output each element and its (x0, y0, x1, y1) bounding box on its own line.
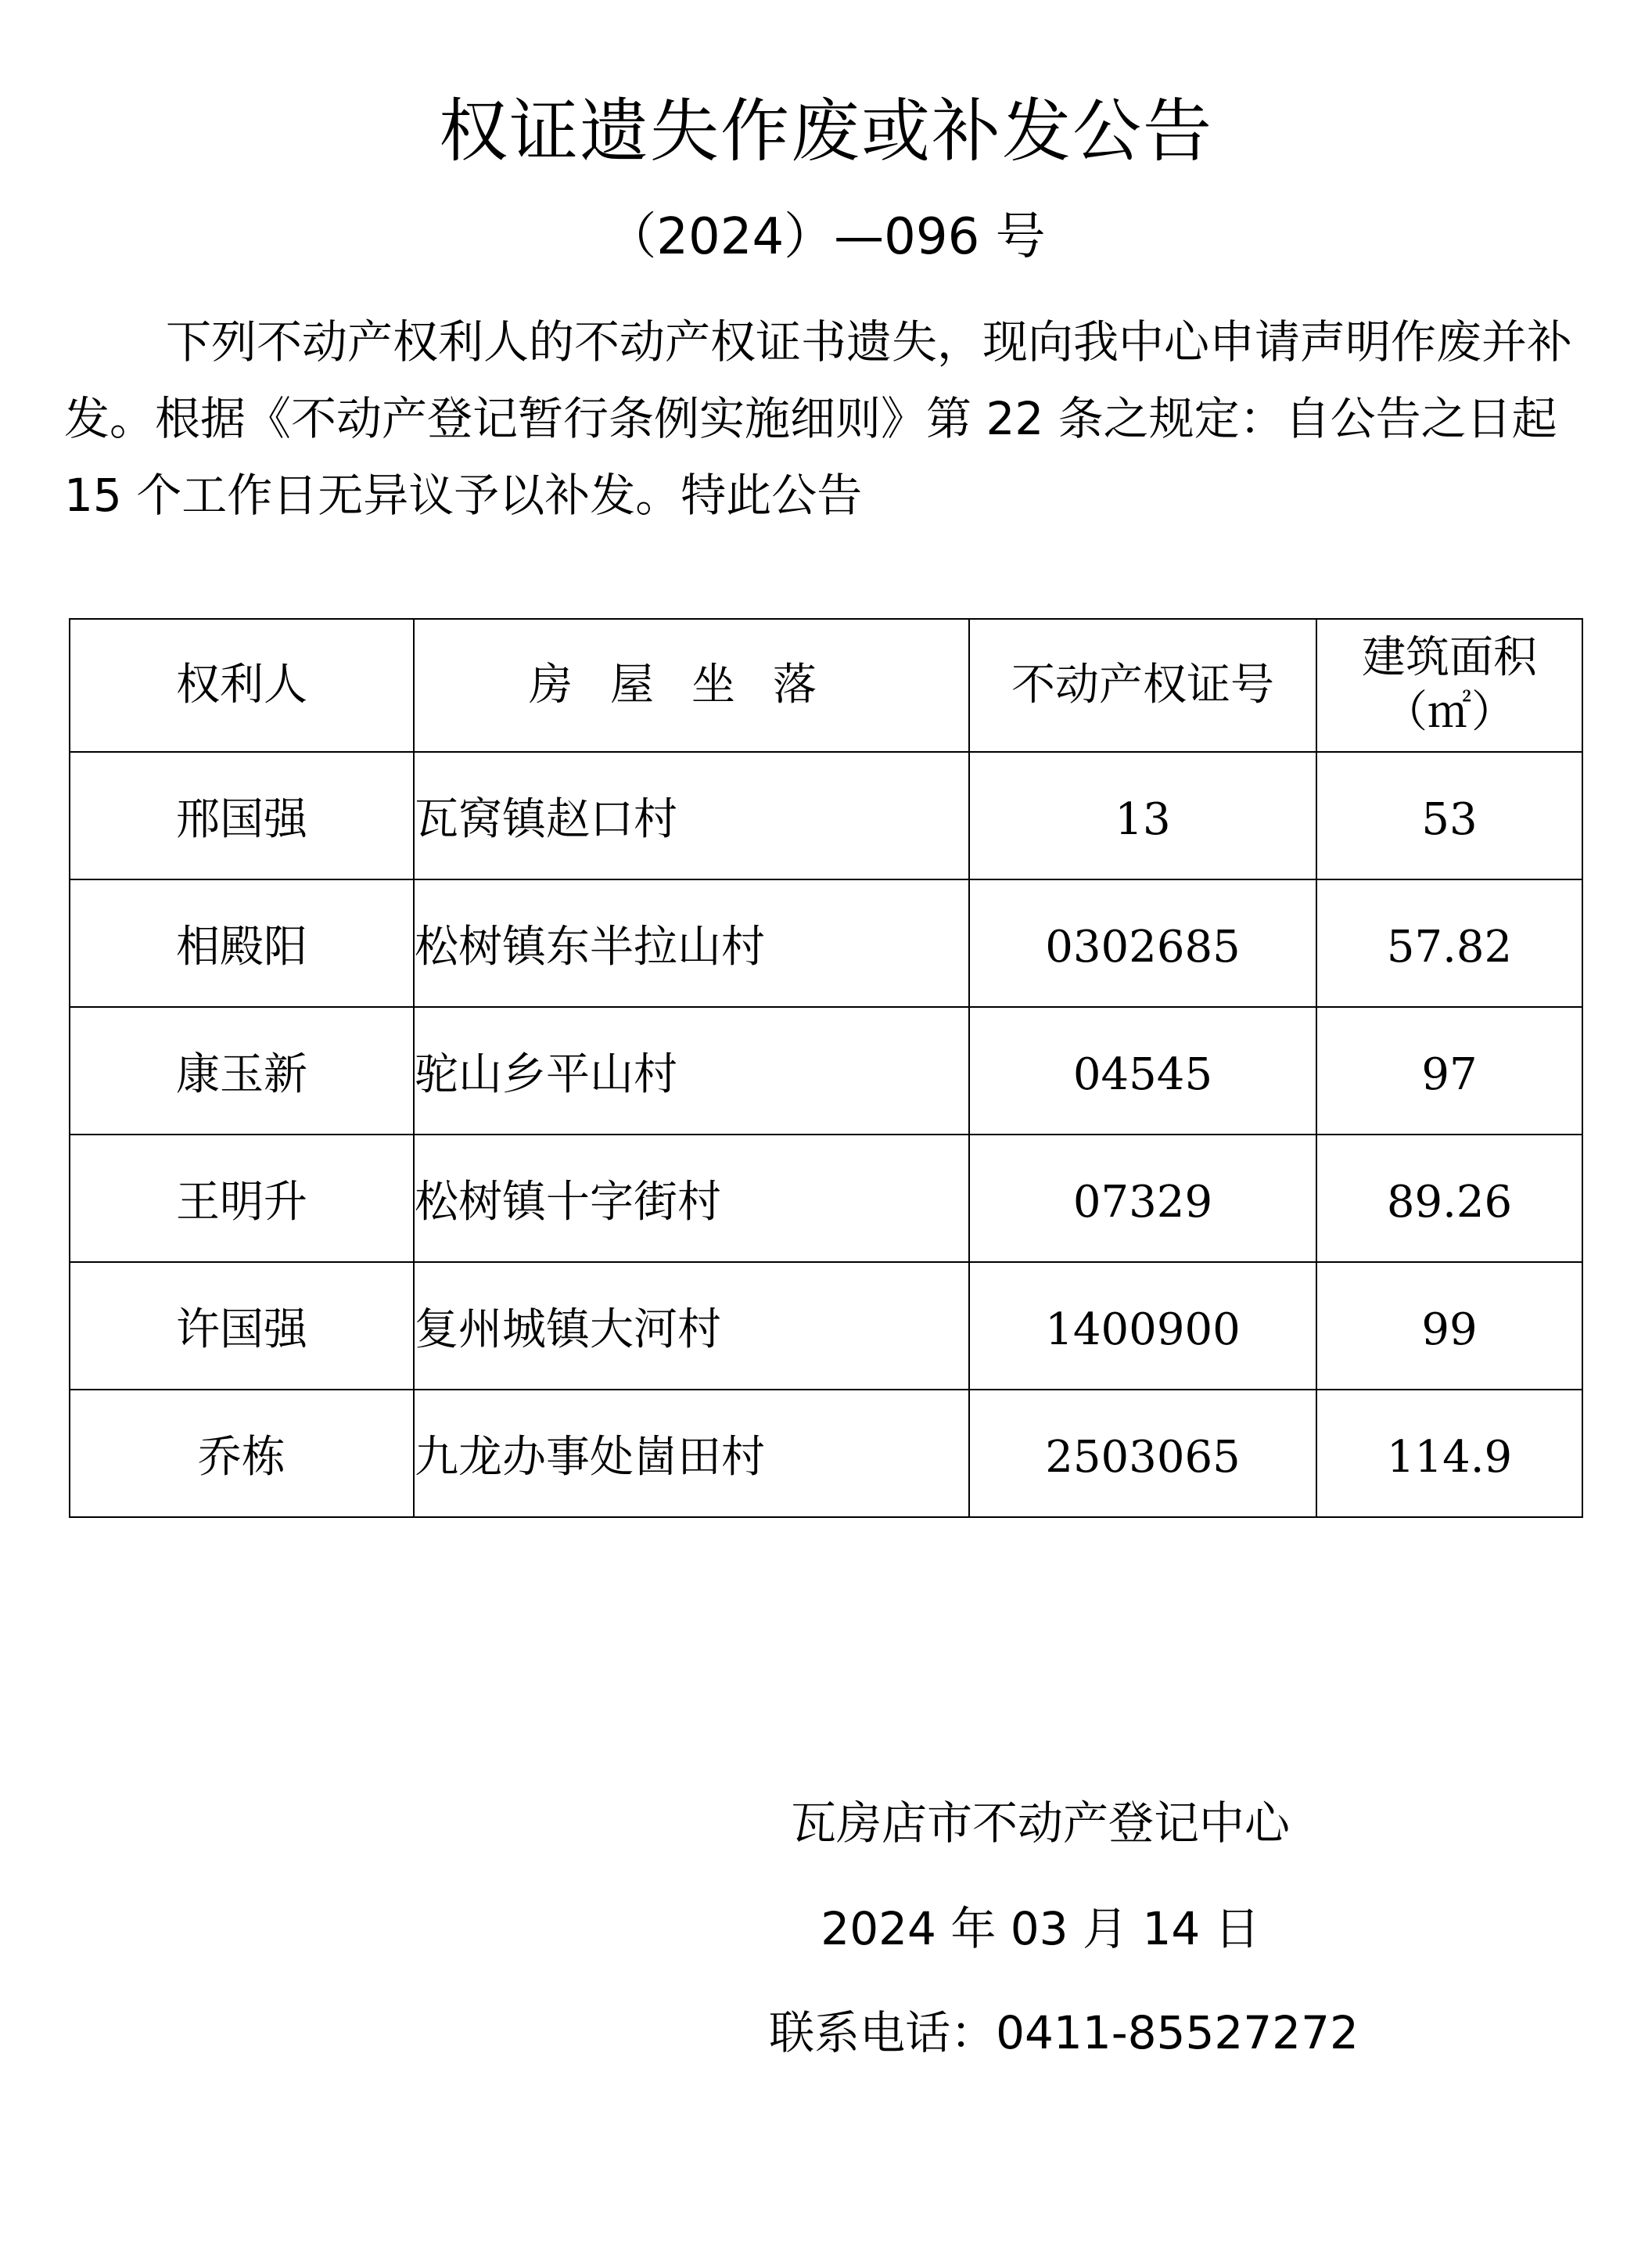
owner-cell: 乔栋 (70, 1390, 414, 1517)
header-area (1316, 619, 1582, 752)
table-row (70, 1135, 1582, 1262)
table-row (70, 879, 1582, 1007)
records-table (69, 618, 1583, 1518)
issuing-organization: 瓦房店市不动产登记中心 (790, 1796, 1290, 1850)
area-cell: 99 (1316, 1262, 1582, 1390)
cert-no-cell: 04545 (969, 1007, 1316, 1135)
table-row (70, 1262, 1582, 1390)
owner-cell: 相殿阳 (70, 879, 414, 1007)
cert-no-cell: 0302685 (969, 879, 1316, 1007)
location-cell: 复州城镇大河村 (414, 1262, 969, 1390)
location-cell: 瓦窝镇赵口村 (414, 752, 969, 879)
header-area-unit: （㎡） (1384, 687, 1515, 738)
table-row (70, 752, 1582, 879)
table-header-row (70, 619, 1582, 752)
area-cell: 97 (1316, 1007, 1582, 1135)
owner-cell: 王明升 (70, 1135, 414, 1262)
owner-cell: 邢国强 (70, 752, 414, 879)
header-location: 房屋坐落 (414, 619, 969, 752)
cert-no-cell: 07329 (969, 1135, 1316, 1262)
area-cell: 89.26 (1316, 1135, 1582, 1262)
notice-title: 权证遗失作废或补发公告 (438, 91, 1213, 171)
cert-no-cell: 1400900 (969, 1262, 1316, 1390)
location-cell: 驼山乡平山村 (414, 1007, 969, 1135)
table-row (70, 1007, 1582, 1135)
contact-phone: 联系电话：0411-85527272 (769, 2006, 1359, 2059)
notice-intro: 下列不动产权利人的不动产权证书遗失，现向我中心申请声明作废并补发。根据《不动产登记暂行条例实施细则》第 22 条之规定：自公告之日起 15 个工作日无异议予以补发。特此公告 (64, 315, 1573, 522)
area-cell: 53 (1316, 752, 1582, 879)
cert-no-cell: 2503065 (969, 1390, 1316, 1517)
header-cert-no: 不动产权证号 (969, 619, 1316, 752)
location-cell: 九龙办事处崮田村 (414, 1390, 969, 1517)
document-number: （2024）—096 号 (606, 208, 1046, 266)
area-cell: 57.82 (1316, 879, 1582, 1007)
header-owner: 权利人 (70, 619, 414, 752)
owner-cell: 康玉新 (70, 1007, 414, 1135)
table-row (70, 1390, 1582, 1517)
header-area-label: 建筑面积 (1362, 632, 1537, 683)
area-cell: 114.9 (1316, 1390, 1582, 1517)
location-cell: 松树镇十字街村 (414, 1135, 969, 1262)
issue-date: 2024 年 03 月 14 日 (821, 1902, 1260, 1955)
location-cell: 松树镇东半拉山村 (414, 879, 969, 1007)
owner-cell: 许国强 (70, 1262, 414, 1390)
cert-no-cell: 13 (969, 752, 1316, 879)
